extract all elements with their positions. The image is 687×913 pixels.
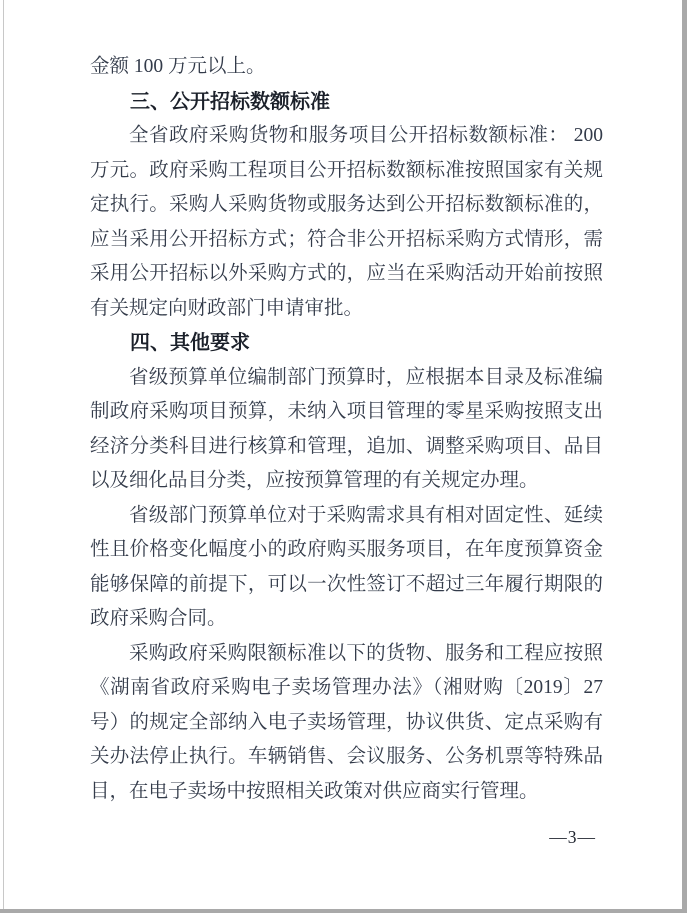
paragraph-open-tender-threshold: 全省政府采购货物和服务项目公开招标数额标准： 200 万元。政府采购工程项目公开招标数额标准按照国家有关规定执行。采购人采购货物或服务达到公开招标数额标准的，应当采用公开招标方式；符合非公开招标采购方式情形，需采用公开招标以外采购方式的，应当在采购活动开始前按照有关规定向财政部门申请审批。 — [90, 125, 603, 319]
section-heading-other-requirements: 四、其他要求 — [130, 332, 250, 354]
page-right-edge — [682, 0, 687, 913]
paragraph-multi-year-contracts: 省级部门预算单位对于采购需求具有相对固定性、延续性且价格变化幅度小的政府购买服务项目，在年度预算资金能够保障的前提下，可以一次性签订不超过三年履行期限的政府采购合同。 — [90, 504, 603, 629]
page-left-edge — [3, 0, 4, 913]
page-bottom-edge — [0, 909, 687, 913]
paragraph-electronic-mall: 采购政府采购限额标准以下的货物、服务和工程应按照《湖南省政府采购电子卖场管理办法》（湘财购〔2019〕27 号）的规定全部纳入电子卖场管理，协议供货、定点采购有关办法停止执行。车辆销售、会议服务、公务机票等特殊品目，在电子卖场中按照相关政策对供应商实行管理。 — [90, 642, 603, 802]
paragraph-budget-preparation: 省级预算单位编制部门预算时，应根据本目录及标准编制政府采购项目预算，未纳入项目管理的零星采购按照支出经济分类科目进行核算和管理，追加、调整采购项目、品目以及细化品目分类，应按预算管理的有关规定办理。 — [90, 366, 603, 491]
page-number: —3— — [549, 827, 596, 847]
document-body — [90, 50, 603, 809]
section-heading-open-tender-threshold: 三、公开招标数额标准 — [130, 90, 330, 113]
paragraph-continuation: 金额 100 万元以上。 — [90, 56, 266, 77]
